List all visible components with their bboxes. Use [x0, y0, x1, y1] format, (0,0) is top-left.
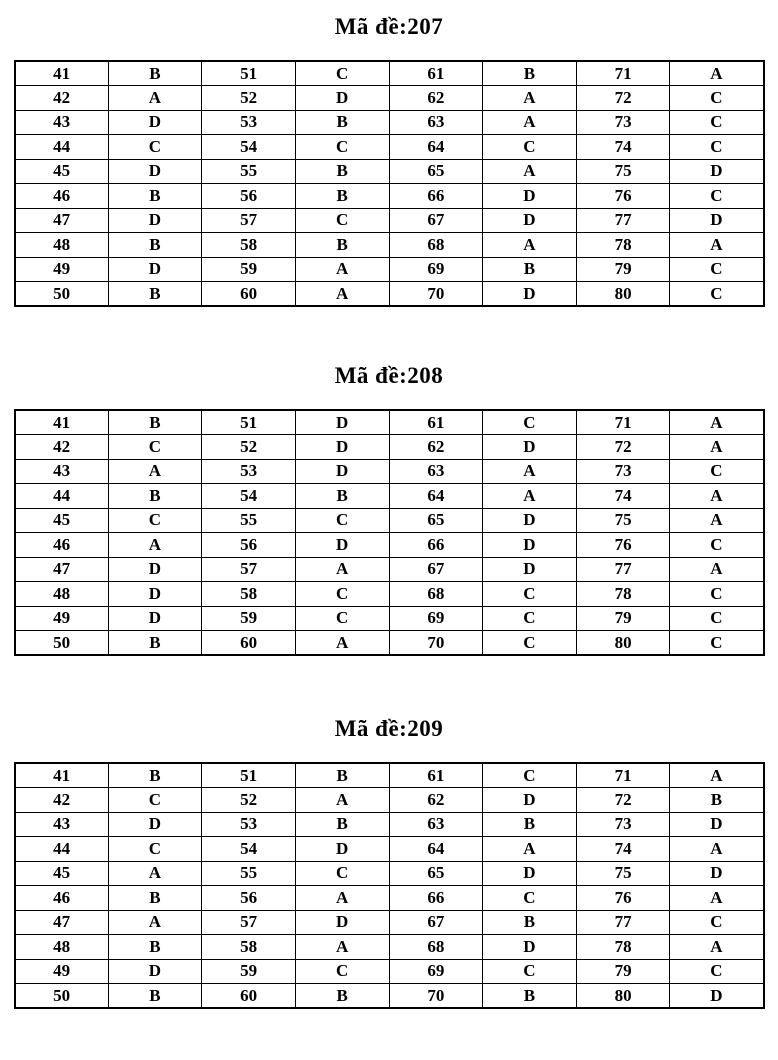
table-row [15, 582, 764, 607]
answer-cell: C [108, 788, 202, 813]
answer-cell: A [108, 86, 202, 111]
question-number-cell: 45 [15, 861, 109, 886]
table-row [15, 788, 764, 813]
question-number-cell: 66 [389, 533, 483, 558]
question-number-cell: 48 [15, 935, 109, 960]
question-number-cell: 64 [389, 135, 483, 160]
answer-cell: D [670, 984, 764, 1009]
question-number-cell: 78 [576, 935, 670, 960]
question-number-cell: 79 [576, 959, 670, 984]
question-number-cell: 58 [202, 582, 296, 607]
answer-cell: A [295, 557, 389, 582]
question-number-cell: 41 [15, 410, 109, 435]
answer-cell: A [670, 484, 764, 509]
answer-cell: C [483, 763, 577, 788]
answer-cell: D [295, 410, 389, 435]
answer-cell: C [295, 135, 389, 160]
question-number-cell: 78 [576, 233, 670, 258]
answer-cell: A [483, 837, 577, 862]
answer-cell: C [295, 208, 389, 233]
question-number-cell: 45 [15, 508, 109, 533]
question-number-cell: 46 [15, 184, 109, 209]
answer-cell: B [295, 484, 389, 509]
answer-cell: D [108, 812, 202, 837]
answer-cell: A [483, 110, 577, 135]
answer-cell: B [483, 257, 577, 282]
question-number-cell: 62 [389, 435, 483, 460]
question-number-cell: 41 [15, 763, 109, 788]
question-number-cell: 67 [389, 208, 483, 233]
table-row [15, 631, 764, 656]
answer-cell: B [295, 233, 389, 258]
question-number-cell: 54 [202, 135, 296, 160]
answer-cell: C [483, 606, 577, 631]
answer-cell: C [483, 410, 577, 435]
table-row [15, 935, 764, 960]
exam-code-title: Mã đề:209 [334, 716, 444, 741]
answer-cell: A [670, 837, 764, 862]
answer-cell: C [670, 257, 764, 282]
question-number-cell: 53 [202, 459, 296, 484]
question-number-cell: 74 [576, 837, 670, 862]
table-row [15, 61, 764, 86]
question-number-cell: 61 [389, 763, 483, 788]
question-number-cell: 64 [389, 837, 483, 862]
question-number-cell: 68 [389, 935, 483, 960]
question-number-cell: 50 [15, 282, 109, 307]
question-number-cell: 64 [389, 484, 483, 509]
table-row [15, 533, 764, 558]
question-number-cell: 73 [576, 459, 670, 484]
question-number-cell: 70 [389, 631, 483, 656]
answer-cell: B [483, 910, 577, 935]
answer-cell: A [670, 435, 764, 460]
answer-cell: D [108, 557, 202, 582]
question-number-cell: 55 [202, 508, 296, 533]
question-number-cell: 57 [202, 208, 296, 233]
exam-code-section-209 [0, 716, 778, 1009]
question-number-cell: 65 [389, 159, 483, 184]
question-number-cell: 73 [576, 812, 670, 837]
answer-cell: A [670, 61, 764, 86]
question-number-cell: 47 [15, 208, 109, 233]
question-number-cell: 58 [202, 233, 296, 258]
answer-cell: B [108, 984, 202, 1009]
table-row [15, 233, 764, 258]
question-number-cell: 69 [389, 257, 483, 282]
question-number-cell: 44 [15, 484, 109, 509]
answer-cell: C [670, 86, 764, 111]
answer-cell: B [295, 159, 389, 184]
answer-cell: A [670, 233, 764, 258]
question-number-cell: 55 [202, 861, 296, 886]
question-number-cell: 71 [576, 410, 670, 435]
answer-cell: D [483, 557, 577, 582]
table-row [15, 484, 764, 509]
question-number-cell: 56 [202, 533, 296, 558]
answer-cell: D [483, 184, 577, 209]
question-number-cell: 80 [576, 282, 670, 307]
answer-cell: C [670, 135, 764, 160]
question-number-cell: 68 [389, 233, 483, 258]
table-row [15, 110, 764, 135]
question-number-cell: 59 [202, 257, 296, 282]
answer-cell: D [108, 208, 202, 233]
question-number-cell: 52 [202, 86, 296, 111]
answer-cell: A [108, 861, 202, 886]
answer-cell: A [670, 410, 764, 435]
answer-cell: D [108, 257, 202, 282]
answer-cell: C [295, 508, 389, 533]
answer-cell: A [483, 86, 577, 111]
answer-cell: D [483, 435, 577, 460]
question-number-cell: 72 [576, 788, 670, 813]
question-number-cell: 69 [389, 959, 483, 984]
answer-cell: C [295, 61, 389, 86]
answer-cell: A [483, 484, 577, 509]
question-number-cell: 42 [15, 86, 109, 111]
answer-cell: C [483, 631, 577, 656]
question-number-cell: 54 [202, 484, 296, 509]
question-number-cell: 67 [389, 910, 483, 935]
answer-cell: D [670, 159, 764, 184]
answer-cell: A [295, 257, 389, 282]
question-number-cell: 63 [389, 110, 483, 135]
question-number-cell: 48 [15, 582, 109, 607]
answer-cell: D [295, 459, 389, 484]
question-number-cell: 57 [202, 557, 296, 582]
question-number-cell: 53 [202, 812, 296, 837]
answer-cell: C [483, 135, 577, 160]
answer-cell: A [670, 935, 764, 960]
answer-cell: B [108, 935, 202, 960]
answer-cell: A [295, 631, 389, 656]
answer-cell: A [295, 282, 389, 307]
table-row [15, 435, 764, 460]
table-row [15, 886, 764, 911]
answer-cell: D [483, 533, 577, 558]
exam-code-title: Mã đề:208 [334, 363, 444, 388]
answer-cell: D [108, 606, 202, 631]
answer-cell: D [108, 582, 202, 607]
answer-cell: C [295, 582, 389, 607]
question-number-cell: 79 [576, 606, 670, 631]
question-number-cell: 50 [15, 984, 109, 1009]
answer-cell: B [295, 763, 389, 788]
table-row [15, 984, 764, 1009]
answer-cell: A [670, 557, 764, 582]
question-number-cell: 68 [389, 582, 483, 607]
table-row [15, 606, 764, 631]
exam-code-section-207 [0, 14, 778, 307]
table-row [15, 282, 764, 307]
answer-cell: D [483, 508, 577, 533]
question-number-cell: 42 [15, 788, 109, 813]
question-number-cell: 72 [576, 86, 670, 111]
answer-cell: A [108, 533, 202, 558]
question-number-cell: 44 [15, 135, 109, 160]
answer-cell: D [670, 861, 764, 886]
question-number-cell: 41 [15, 61, 109, 86]
question-number-cell: 53 [202, 110, 296, 135]
question-number-cell: 66 [389, 886, 483, 911]
answer-cell: C [670, 631, 764, 656]
answer-cell: C [483, 959, 577, 984]
table-row [15, 557, 764, 582]
answer-cell: C [295, 606, 389, 631]
answer-cell: B [483, 61, 577, 86]
answer-cell: D [670, 208, 764, 233]
question-number-cell: 66 [389, 184, 483, 209]
question-number-cell: 46 [15, 886, 109, 911]
answer-table-208 [14, 409, 765, 656]
question-number-cell: 62 [389, 788, 483, 813]
table-row [15, 837, 764, 862]
question-number-cell: 60 [202, 984, 296, 1009]
table-row [15, 910, 764, 935]
answer-cell: C [670, 459, 764, 484]
answer-cell: B [108, 763, 202, 788]
table-row [15, 812, 764, 837]
question-number-cell: 43 [15, 812, 109, 837]
answer-cell: A [483, 233, 577, 258]
question-number-cell: 52 [202, 788, 296, 813]
answer-table-209 [14, 762, 765, 1009]
answer-cell: C [483, 886, 577, 911]
answer-cell: C [670, 282, 764, 307]
question-number-cell: 80 [576, 631, 670, 656]
question-number-cell: 49 [15, 257, 109, 282]
answer-cell: C [295, 861, 389, 886]
question-number-cell: 56 [202, 184, 296, 209]
answer-cell: D [108, 110, 202, 135]
answer-key-sections [0, 14, 778, 1009]
question-number-cell: 70 [389, 282, 483, 307]
question-number-cell: 56 [202, 886, 296, 911]
answer-cell: A [483, 159, 577, 184]
question-number-cell: 45 [15, 159, 109, 184]
question-number-cell: 75 [576, 159, 670, 184]
answer-cell: D [295, 837, 389, 862]
question-number-cell: 59 [202, 959, 296, 984]
table-row [15, 208, 764, 233]
question-number-cell: 43 [15, 459, 109, 484]
answer-cell: C [670, 910, 764, 935]
question-number-cell: 51 [202, 763, 296, 788]
question-number-cell: 70 [389, 984, 483, 1009]
answer-cell: B [108, 233, 202, 258]
question-number-cell: 54 [202, 837, 296, 862]
answer-cell: A [295, 935, 389, 960]
answer-cell: D [483, 788, 577, 813]
question-number-cell: 47 [15, 557, 109, 582]
table-row [15, 135, 764, 160]
table-row [15, 861, 764, 886]
answer-cell: A [670, 886, 764, 911]
answer-cell: C [108, 837, 202, 862]
answer-cell: C [670, 184, 764, 209]
question-number-cell: 50 [15, 631, 109, 656]
answer-cell: C [670, 582, 764, 607]
answer-cell: C [483, 582, 577, 607]
question-number-cell: 46 [15, 533, 109, 558]
question-number-cell: 71 [576, 763, 670, 788]
question-number-cell: 77 [576, 208, 670, 233]
answer-cell: B [295, 984, 389, 1009]
question-number-cell: 61 [389, 410, 483, 435]
answer-cell: B [108, 631, 202, 656]
question-number-cell: 69 [389, 606, 483, 631]
answer-cell: C [295, 959, 389, 984]
question-number-cell: 67 [389, 557, 483, 582]
question-number-cell: 71 [576, 61, 670, 86]
question-number-cell: 63 [389, 812, 483, 837]
exam-code-title: Mã đề:207 [334, 14, 444, 39]
answer-cell: D [295, 435, 389, 460]
answer-cell: D [295, 910, 389, 935]
answer-cell: C [108, 435, 202, 460]
question-number-cell: 58 [202, 935, 296, 960]
answer-cell: A [483, 459, 577, 484]
answer-cell: A [295, 886, 389, 911]
question-number-cell: 63 [389, 459, 483, 484]
question-number-cell: 76 [576, 184, 670, 209]
table-row [15, 184, 764, 209]
question-number-cell: 74 [576, 484, 670, 509]
answer-cell: D [670, 812, 764, 837]
question-number-cell: 44 [15, 837, 109, 862]
question-number-cell: 55 [202, 159, 296, 184]
question-number-cell: 78 [576, 582, 670, 607]
question-number-cell: 57 [202, 910, 296, 935]
question-number-cell: 76 [576, 533, 670, 558]
question-number-cell: 47 [15, 910, 109, 935]
answer-cell: C [670, 959, 764, 984]
question-number-cell: 77 [576, 910, 670, 935]
question-number-cell: 43 [15, 110, 109, 135]
answer-cell: B [295, 110, 389, 135]
table-row [15, 459, 764, 484]
question-number-cell: 76 [576, 886, 670, 911]
table-row [15, 508, 764, 533]
answer-table-207 [14, 60, 765, 307]
question-number-cell: 42 [15, 435, 109, 460]
answer-cell: C [670, 606, 764, 631]
question-number-cell: 79 [576, 257, 670, 282]
answer-cell: D [108, 959, 202, 984]
answer-cell: B [108, 410, 202, 435]
answer-cell: A [670, 763, 764, 788]
question-number-cell: 75 [576, 508, 670, 533]
table-row [15, 959, 764, 984]
answer-cell: D [483, 935, 577, 960]
answer-cell: C [108, 508, 202, 533]
answer-cell: A [108, 910, 202, 935]
question-number-cell: 72 [576, 435, 670, 460]
question-number-cell: 65 [389, 861, 483, 886]
answer-cell: C [108, 135, 202, 160]
question-number-cell: 65 [389, 508, 483, 533]
question-number-cell: 75 [576, 861, 670, 886]
table-row [15, 257, 764, 282]
question-number-cell: 48 [15, 233, 109, 258]
answer-cell: B [108, 61, 202, 86]
answer-cell: B [483, 812, 577, 837]
question-number-cell: 52 [202, 435, 296, 460]
answer-cell: D [483, 208, 577, 233]
answer-cell: D [483, 861, 577, 886]
question-number-cell: 77 [576, 557, 670, 582]
answer-cell: C [670, 533, 764, 558]
answer-cell: B [108, 886, 202, 911]
question-number-cell: 60 [202, 282, 296, 307]
answer-cell: A [670, 508, 764, 533]
answer-cell: A [108, 459, 202, 484]
table-row [15, 86, 764, 111]
answer-cell: B [483, 984, 577, 1009]
table-row [15, 410, 764, 435]
answer-cell: A [295, 788, 389, 813]
question-number-cell: 59 [202, 606, 296, 631]
answer-cell: B [108, 282, 202, 307]
table-row [15, 159, 764, 184]
question-number-cell: 51 [202, 61, 296, 86]
question-number-cell: 49 [15, 959, 109, 984]
question-number-cell: 60 [202, 631, 296, 656]
question-number-cell: 49 [15, 606, 109, 631]
question-number-cell: 73 [576, 110, 670, 135]
answer-cell: B [670, 788, 764, 813]
answer-cell: D [108, 159, 202, 184]
exam-code-section-208 [0, 363, 778, 656]
answer-cell: D [483, 282, 577, 307]
question-number-cell: 61 [389, 61, 483, 86]
question-number-cell: 74 [576, 135, 670, 160]
question-number-cell: 62 [389, 86, 483, 111]
question-number-cell: 80 [576, 984, 670, 1009]
answer-cell: B [295, 812, 389, 837]
answer-cell: D [295, 86, 389, 111]
answer-cell: B [295, 184, 389, 209]
answer-cell: D [295, 533, 389, 558]
answer-cell: C [670, 110, 764, 135]
answer-cell: B [108, 184, 202, 209]
answer-cell: B [108, 484, 202, 509]
question-number-cell: 51 [202, 410, 296, 435]
table-row [15, 763, 764, 788]
